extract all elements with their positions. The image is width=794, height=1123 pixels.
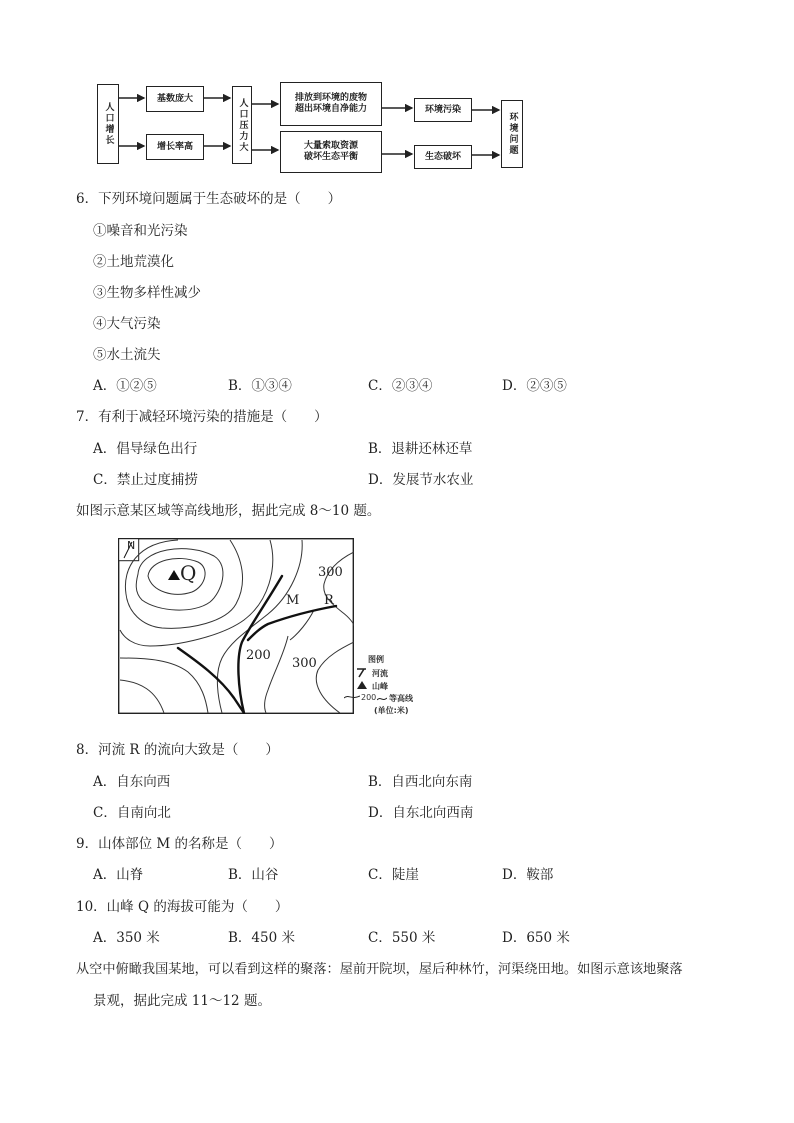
q6-option-a[interactable]: A．①②⑤ bbox=[93, 378, 157, 394]
intro-8-10: 如图示意某区域等高线地形，据此完成 8～10 题。 bbox=[76, 503, 381, 519]
fc-env-problem: 环境问题 bbox=[501, 100, 523, 168]
fc-env-pollution: 环境污染 bbox=[414, 98, 472, 122]
fc-high-rate: 增长率高 bbox=[146, 134, 204, 160]
fc-eco-damage: 生态破坏 bbox=[414, 145, 472, 169]
q9-option-c[interactable]: C．陡崖 bbox=[368, 867, 419, 883]
label-r: R bbox=[324, 593, 334, 608]
fc-resource-line1: 大量索取资源 bbox=[303, 141, 358, 151]
flowchart-arrows bbox=[0, 0, 794, 180]
legend-title: 图例 bbox=[368, 655, 384, 664]
q10-option-c[interactable]: C．550 米 bbox=[368, 930, 436, 946]
q6-option-d[interactable]: D．②③⑤ bbox=[502, 378, 567, 394]
contour-label-300-a: 300 bbox=[318, 565, 343, 580]
q8-option-c[interactable]: C．自南向北 bbox=[93, 805, 171, 821]
q6-stem: 6．下列环境问题属于生态破坏的是（ ） bbox=[76, 191, 342, 207]
q7-option-d[interactable]: D．发展节水农业 bbox=[368, 472, 474, 488]
q6-option-c[interactable]: C．②③④ bbox=[368, 378, 433, 394]
q7-option-b[interactable]: B．退耕还林还草 bbox=[368, 441, 473, 457]
q7-option-c[interactable]: C．禁止过度捕捞 bbox=[93, 472, 198, 488]
fc-population-pressure: 人口压力大 bbox=[232, 86, 252, 164]
legend-river-label: 河流 bbox=[372, 669, 388, 678]
q8-option-d[interactable]: D．自东北向西南 bbox=[368, 805, 474, 821]
legend-contour-tilde-icon bbox=[377, 696, 387, 702]
fc-resource-line2: 破坏生态平衡 bbox=[303, 152, 358, 162]
q9-option-b[interactable]: B．山谷 bbox=[228, 867, 279, 883]
intro-11-12-line1: 从空中俯瞰我国某地，可以看到这样的聚落：屋前开院坝，屋后种林竹，河渠绕田地。如图示意该地聚落 bbox=[76, 962, 683, 977]
q10-option-b[interactable]: B．450 米 bbox=[228, 930, 295, 946]
legend-contour-label: 等高线 bbox=[389, 694, 413, 703]
peak-label-q: Q bbox=[180, 561, 197, 585]
map-legend bbox=[344, 654, 454, 714]
q9-stem: 9．山体部位 M 的名称是（ ） bbox=[76, 836, 283, 852]
q7-stem: 7．有利于减轻环境污染的措施是（ ） bbox=[76, 409, 328, 425]
q8-option-a[interactable]: A．自东向西 bbox=[93, 774, 171, 790]
north-label: N bbox=[127, 539, 136, 552]
fc-large-base: 基数庞大 bbox=[146, 86, 204, 112]
q10-stem: 10．山峰 Q 的海拔可能为（ ） bbox=[76, 899, 289, 915]
fc-population-growth: 人口增长 bbox=[97, 84, 119, 164]
flowchart bbox=[0, 0, 794, 180]
q6-item-3: ③生物多样性减少 bbox=[93, 285, 201, 301]
q10-option-d[interactable]: D．650 米 bbox=[502, 930, 570, 946]
intro-11-12-line2: 景观，据此完成 11～12 题。 bbox=[93, 993, 271, 1009]
legend-unit: (单位:米) bbox=[374, 706, 409, 715]
legend-peak-icon bbox=[357, 681, 367, 690]
fc-waste-line2: 超出环境自净能力 bbox=[294, 104, 367, 114]
contour-map bbox=[118, 538, 354, 714]
q6-item-5: ⑤水土流失 bbox=[93, 347, 161, 363]
q7-option-a[interactable]: A．倡导绿色出行 bbox=[93, 441, 198, 457]
q6-option-b[interactable]: B．①③④ bbox=[228, 378, 292, 394]
legend-contour-value: 200 bbox=[361, 693, 377, 702]
q6-item-1: ①噪音和光污染 bbox=[93, 223, 188, 239]
q6-item-4: ④大气污染 bbox=[93, 316, 161, 332]
legend-contour-icon bbox=[344, 694, 360, 700]
contour-label-200: 200 bbox=[246, 648, 271, 663]
q6-item-2: ②土地荒漠化 bbox=[93, 254, 174, 270]
q10-option-a[interactable]: A．350 米 bbox=[93, 930, 160, 946]
legend-peak-label: 山峰 bbox=[372, 682, 388, 691]
q9-option-d[interactable]: D．鞍部 bbox=[502, 867, 554, 883]
contour-label-300-b: 300 bbox=[292, 656, 317, 671]
q8-stem: 8．河流 R 的流向大致是（ ） bbox=[76, 742, 279, 758]
label-m: M bbox=[286, 593, 300, 608]
fc-waste-line1: 排放到环境的废物 bbox=[294, 93, 367, 103]
q8-option-b[interactable]: B．自西北向东南 bbox=[368, 774, 473, 790]
q9-option-a[interactable]: A．山脊 bbox=[93, 867, 144, 883]
legend-river-icon bbox=[356, 668, 368, 678]
